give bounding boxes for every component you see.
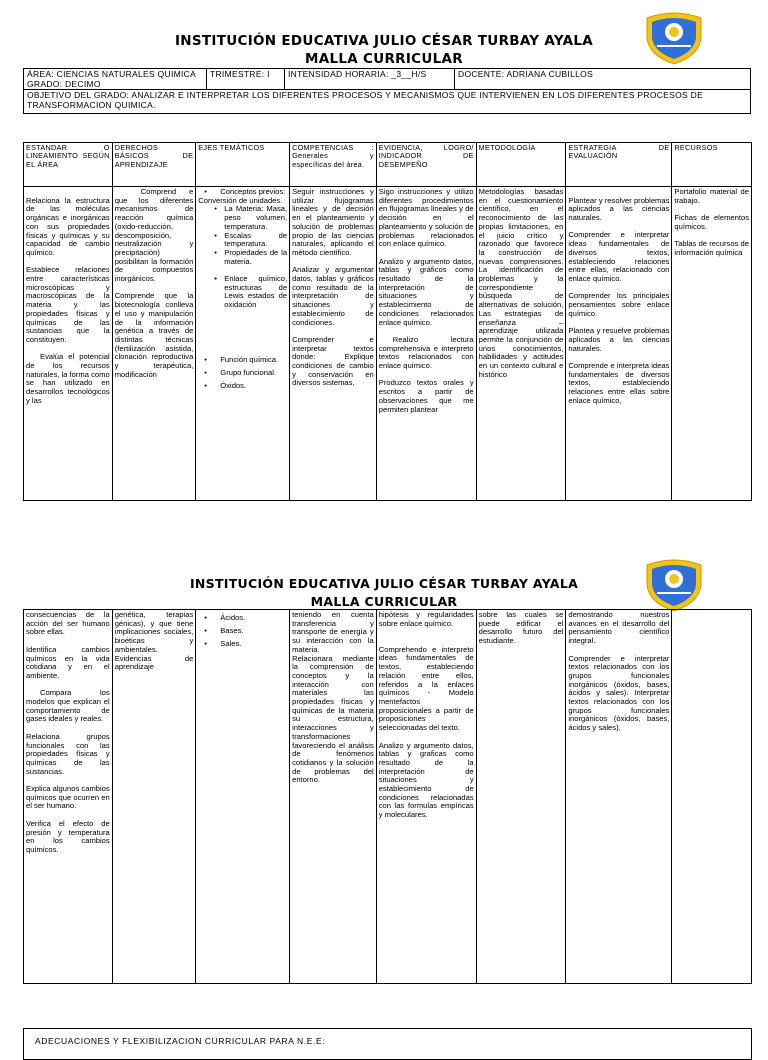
evidencia-item: Sigo instrucciones y utilizo diferentes procedimientos en flujogramas lineales y de decisión en el planteamiento y solución de problemas relacionados con enlace químico. bbox=[378, 187, 474, 249]
estrategia-item: demostrando nuestros avances en el desarrollo del pensamiento científico integral. bbox=[568, 610, 670, 646]
col-header-metodologia: METODOLOGÍA bbox=[476, 143, 566, 187]
estrategia-item: Comprender e interpretar textos relacionados con los grupos funcionales inorgánicos (óxidos, bases, ácidos y sales). Interpretar textos relacionados con los grupos funcionales inorgánicos (óxidos, bases, ácidos y sales), bbox=[568, 653, 670, 733]
dba-item: Evidencias de aprendizaje bbox=[114, 653, 194, 672]
competencia-item: teniendo en cuenta transferencia y transporte de energía y su interacción con la materia. bbox=[292, 610, 374, 654]
page-2 bbox=[0, 555, 768, 1046]
eje-subitem: • Propiedades de la materia. bbox=[198, 249, 287, 266]
evidencia-item: Realizo lectura comprehensiva e interpreto textos relacionados con enlace químico. bbox=[378, 334, 474, 371]
evidencia-item: Comprehendo e interpreto ideas fundamentales de textos, estableciendo relación entre ellos, referidos a la enlaces químicos - Modelo mentefactos proposicionales a partir de proposiciones seleccionadas del texto. bbox=[378, 644, 474, 733]
estrategia-item: Comprende e interpreta ideas fundamentales de diversos textos, estableciendo relaciones entre ellas sobre enlace químico, bbox=[568, 360, 670, 405]
evidencia-item: hipótesis y regularidades sobre enlace químico. bbox=[378, 610, 474, 628]
evidencia-item: Analizo y argumento datos, tablas y graficas como resultado de la interpretación de situaciones y establecimiento de condiciones relacionadas con las formulas empíricas y moleculares. bbox=[378, 740, 474, 820]
col-header-recursos: RECURSOS bbox=[672, 143, 752, 187]
area-cell bbox=[24, 69, 207, 90]
eje-item: • Función química. bbox=[198, 353, 287, 366]
estandar-item: Establece relaciones entre características microscópicas y macroscópicas de la materia y las propiedades físicas y químicas de las sustancias que la constituyen. bbox=[26, 265, 110, 344]
page-separator bbox=[0, 515, 768, 555]
eje-subitem: • La Materia: Masa, peso volumen, temperatura. bbox=[198, 205, 287, 231]
objetivo-cell: OBJETIVO DEL GRADO: ANALIZAR E INTERPRETAR LOS DIFERENTES PROCESOS Y MECANISMOS QUE INTERVIENEN EN LOS DIFERENTES PROCESOS DE TRANSFORMACION QUIMICA. bbox=[24, 90, 751, 114]
col-header-evidencia: EVIDENCIA, LOGRO/ INDICADOR DE DESEMPEÑO bbox=[376, 143, 476, 187]
competencia-item: Relacionara mediante la comprensión de conceptos y la interacción con materiales las propiedades físicas y químicas de la materia su estructura, interacciones y transformaciones favoreciendo el análisis de fenómenos cotidianos y la solución de problemas del entorno. bbox=[292, 653, 374, 785]
col-header-estandar: ESTANDAR O LINEAMIENTO SEGÚN EL ÁREA bbox=[24, 143, 113, 187]
col-header-dba: DERECHOS BÁSICOS DE APRENDIZAJE bbox=[112, 143, 196, 187]
school-shield-logo bbox=[643, 8, 705, 66]
dba-cell bbox=[112, 187, 196, 501]
eje-subitem: • Enlace químico, estructuras de Lewis estados de oxidación bbox=[198, 275, 287, 310]
dba-cell bbox=[112, 610, 196, 984]
estandar-item: Compara los modelos que explican el comportamiento de gases ideales y reales. bbox=[26, 688, 110, 724]
estrategia-item: Comprender los principales pensamientos sobre enlace químico. bbox=[568, 291, 670, 318]
estandar-item: Evalúa el potencial de los recursos naturales, la forma como se han utilizado en desarrollos tecnológicos y las bbox=[26, 352, 110, 405]
eje-item: • Grupo funcional. bbox=[198, 366, 287, 379]
metodologia-cell bbox=[476, 610, 566, 984]
institution-title-page-2: INSTITUCIÓN EDUCATIVA JULIO CÉSAR TURBAY AYALA bbox=[189, 576, 579, 591]
metodologia-item: sobre las cuales se puede edificar el desarrollo futuro del estudiante. bbox=[478, 610, 564, 646]
header-table bbox=[23, 68, 751, 114]
evidencia-cell bbox=[376, 610, 476, 984]
page-1 bbox=[0, 0, 768, 515]
column-header-row bbox=[24, 143, 752, 187]
estandar-item: Verifica el efecto de presión y temperatura en los cambios químicos. bbox=[26, 818, 110, 854]
col-header-ejes: EJES TEMÁTICOS bbox=[196, 143, 290, 187]
dba-item: Comprende que la biotecnología conlleva el uso y manipulación de la información genética a través de distintas técnicas (fertilización asistida, clonación reproductiva y terapéutica, modificación bbox=[114, 291, 194, 379]
recursos-cell bbox=[672, 187, 752, 501]
evidencia-item: Produzco textos orales y escritos a partir de observaciones que me permiten plantear bbox=[378, 378, 474, 414]
institution-title: INSTITUCIÓN EDUCATIVA JULIO CÉSAR TURBAY AYALA bbox=[174, 33, 594, 49]
estandar-item: Explica algunos cambios químicos que ocurren en el ser humano. bbox=[26, 784, 110, 811]
col-header-estrategia: ESTRATEGIA DE EVALUACIÓN bbox=[566, 143, 672, 187]
area-label: ÁREA: CIENCIAS NATURALES QUIMICA bbox=[27, 69, 197, 79]
docente-cell: DOCENTE: ADRIANA CUBILLOS bbox=[455, 69, 751, 90]
evidencia-item: Analizo y argumento datos, tablas y gráficos como resultado de la interpretación de situaciones y establecimiento de condiciones relacionados enlace químico. bbox=[378, 256, 474, 327]
eje-item: • Óxidos. bbox=[198, 379, 287, 392]
grado-label: GRADO: DECIMO bbox=[27, 79, 101, 89]
estrategia-cell bbox=[566, 187, 672, 501]
content-row bbox=[24, 610, 752, 984]
curriculum-table-page-1 bbox=[23, 142, 752, 501]
col-header-competencias: COMPETENCIAS : Generales y específicas del área. bbox=[290, 143, 377, 187]
competencia-item: Comprender e interpretar textos donde: Explique condiciones de cambio y conservación en diversos sistemas, bbox=[292, 334, 374, 388]
eje-item: • Conceptos previos: bbox=[198, 188, 287, 197]
estrategia-item: Plantea y resuelve problemas aplicados a las ciencias naturales. bbox=[568, 326, 670, 353]
adecuaciones-box bbox=[23, 1028, 752, 1060]
competencias-cell bbox=[290, 610, 377, 984]
eje-item: • Sales. bbox=[198, 637, 287, 650]
metodologia-cell bbox=[476, 187, 566, 501]
competencia-item: Seguir instrucciones y utilizar flujogramas lineales y de decisión en el planteamiento y solución de problemas propio de las ciencias naturales, aplicando el método científico. bbox=[292, 187, 374, 257]
estandar-item: consecuencias de la acción del ser humano sobre ellas. bbox=[26, 610, 110, 637]
eje-item: • Ácidos. bbox=[198, 611, 287, 624]
document-title-page-2: MALLA CURRICULAR bbox=[310, 594, 458, 609]
trimestre-cell: TRIMESTRE: I bbox=[207, 69, 285, 90]
dba-item: genética, terapias génicas), y que tiene implicaciones sociales, bioéticas y ambientales. bbox=[114, 610, 194, 654]
eje-subitem: • Escalas de temperatura. bbox=[198, 232, 287, 249]
competencias-cell bbox=[290, 187, 377, 501]
intensidad-cell: INTENSIDAD HORARIA: _3__H/S bbox=[285, 69, 455, 90]
adecuaciones-label: ADECUACIONES Y FLEXIBILIZACION CURRICULAR PARA N.E.E: bbox=[35, 1036, 326, 1046]
competencia-item: Analizar y argumentar datos, tablas y gráficos como resultado de la interpretación de situaciones y establecimiento de condiciones. bbox=[292, 265, 374, 327]
estrategia-cell bbox=[566, 610, 672, 984]
recursos-cell bbox=[672, 610, 752, 984]
recurso-item: Tablas de recursos de información química bbox=[674, 239, 749, 257]
estrategia-item: Plantear y resolver problemas aplicados a las ciencias naturales. bbox=[568, 195, 670, 223]
content-row bbox=[24, 187, 752, 501]
estandar-cell bbox=[24, 187, 113, 501]
recurso-item: Fichas de elementos químicos. bbox=[674, 213, 749, 231]
eje-item: • Bases. bbox=[198, 624, 287, 637]
metodologia-item: Metodologías basadas en el cuestionamiento científico, en el reconocimiento de las propias limitaciones, en el juicio crítico y razonado que favorece la construcción de nuevas comprensiones. La identificación de problemas y la correspondiente búsqueda de alternativas de solución, Las estrategias de enseñanza – aprendizaje utilizada permite la conjunción de unos conocimientos, habilidades y actitudes en un contexto cultural e histórico bbox=[478, 187, 564, 379]
school-shield-logo bbox=[643, 555, 705, 613]
estandar-item: Identifica cambios químicos en la vida cotidiana y en el ambiente. bbox=[26, 644, 110, 680]
estandar-cell bbox=[24, 610, 113, 984]
estrategia-item: Comprender e interpretar ideas fundamentales de diversos textos, estableciendo relaciones entre ellas, relacionado con enlace químico. bbox=[568, 230, 670, 283]
ejes-cell bbox=[196, 187, 290, 501]
document-title: MALLA CURRICULAR bbox=[304, 51, 464, 67]
estandar-item: Relaciona grupos funcionales con las propiedades físicas y químicas de las sustancias. bbox=[26, 731, 110, 776]
eje-conversion: Conversión de unidades. bbox=[198, 195, 283, 205]
recurso-item: Portafolio material de trabajo. bbox=[674, 187, 749, 205]
dba-item: Comprend e que los diferentes mecanismos de reacción química (oxido-reducción, descomposición, neutralización y precipitación) posibilitan la formación de compuestos inorgánicos. bbox=[114, 187, 194, 284]
estandar-item: Relaciona la estructura de las moléculas orgánicas e inorgánicas con sus propiedades físicas y químicas y su capacidad de cambio químico. bbox=[26, 195, 110, 257]
evidencia-cell bbox=[376, 187, 476, 501]
ejes-cell bbox=[196, 610, 290, 984]
curriculum-table-page-2 bbox=[23, 609, 752, 984]
